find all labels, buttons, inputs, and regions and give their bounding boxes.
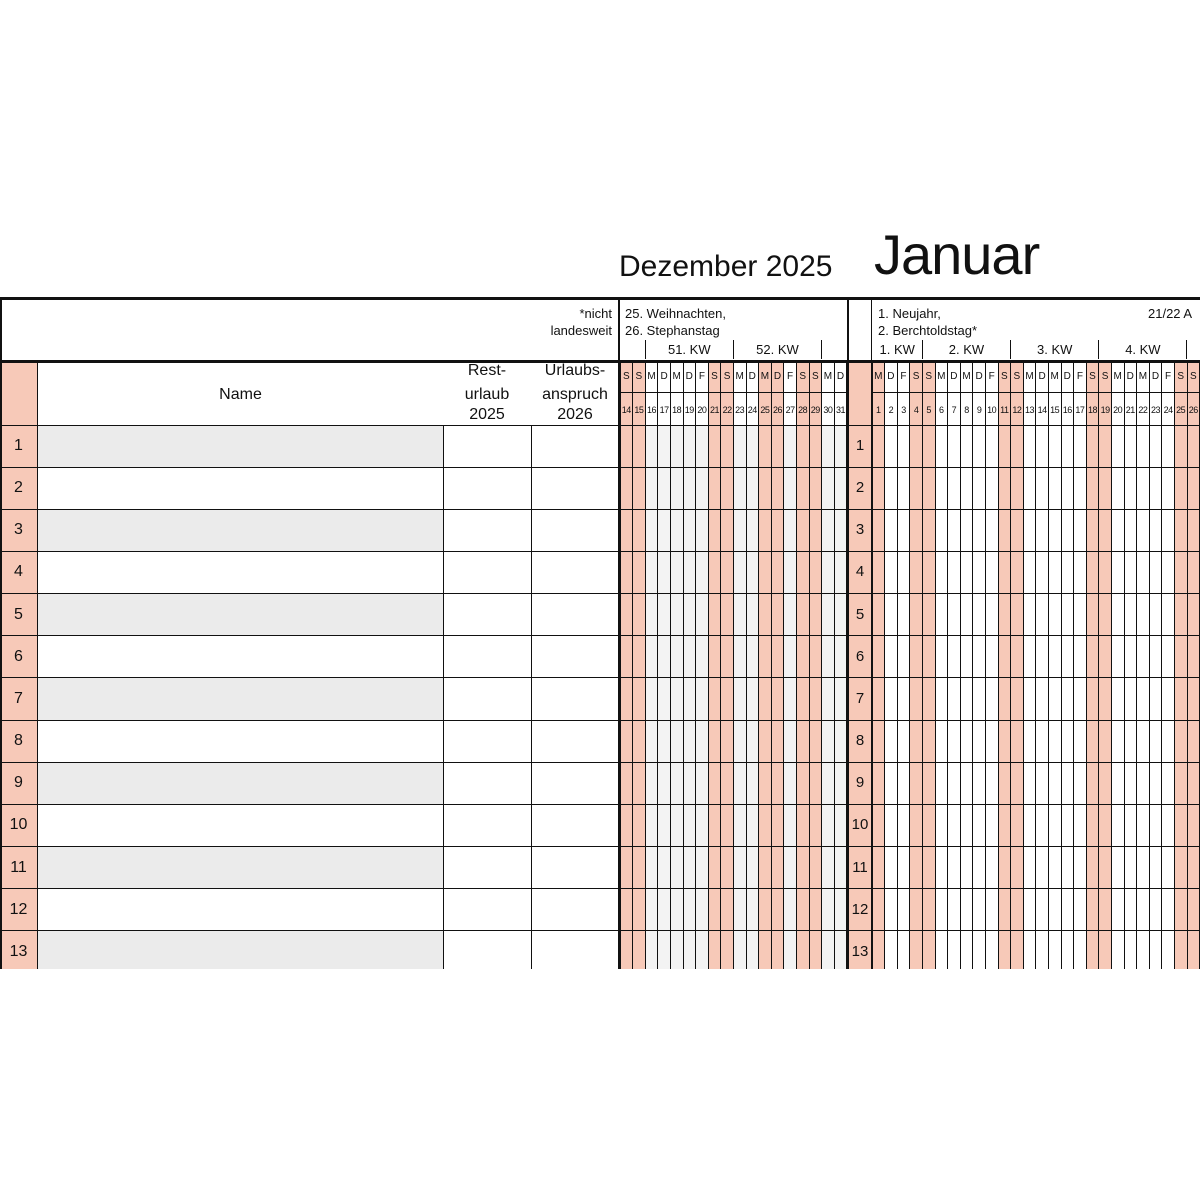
jan-day-letter: D — [1038, 371, 1046, 382]
left-border — [0, 297, 2, 969]
dez-letter-number-divider — [620, 392, 847, 393]
jan-day-letter: S — [1089, 371, 1096, 382]
dez-day-number: 26 — [772, 405, 782, 415]
row-divider — [0, 593, 1200, 594]
dez-day-divider — [746, 362, 747, 969]
jan-day-number: 16 — [1062, 405, 1072, 415]
dez-day-number: 31 — [835, 405, 845, 415]
jan-day-divider — [1010, 362, 1011, 969]
dez-day-divider — [657, 362, 658, 969]
jan-day-number: 10 — [987, 405, 997, 415]
jan-day-letter: S — [1013, 371, 1021, 382]
jan-day-letter: M — [1050, 371, 1059, 382]
row-divider — [0, 551, 1200, 552]
row-number-januar: 3 — [855, 521, 865, 539]
jan-day-divider — [1035, 362, 1036, 969]
dez-day-letter: S — [622, 371, 630, 382]
dez-day-number: 27 — [785, 405, 795, 415]
dez-day-divider — [670, 362, 671, 969]
jan-right-note: 21/22 A — [1148, 306, 1193, 321]
dez-weekend-col — [708, 362, 721, 969]
row-number: 10 — [9, 816, 28, 834]
jan-day-number: 15 — [1050, 405, 1060, 415]
row-number: 7 — [14, 689, 23, 707]
dez-day-divider — [645, 362, 646, 969]
jan-day-number: 8 — [964, 405, 969, 415]
nicht-note-line1: *nicht — [579, 306, 612, 321]
dez-day-letter: S — [799, 371, 807, 382]
row-divider — [0, 804, 1200, 805]
row-divider — [0, 635, 1200, 636]
jan-day-letter: S — [925, 371, 933, 382]
dez-day-divider — [796, 362, 797, 969]
dez-day-letter: D — [660, 371, 668, 382]
dez-day-divider — [708, 362, 709, 969]
dez-day-letter: M — [672, 371, 681, 382]
row-divider — [0, 677, 1200, 678]
jan-day-number: 3 — [901, 405, 906, 415]
jan-day-divider — [1174, 362, 1175, 969]
jan-day-divider — [998, 362, 999, 969]
dez-day-number: 23 — [735, 405, 745, 415]
jan-day-letter: S — [1177, 371, 1185, 382]
row-number: 12 — [9, 900, 28, 918]
row-number-januar: 8 — [855, 732, 865, 750]
row-number-januar: 5 — [855, 605, 865, 623]
dez-day-divider — [683, 362, 684, 969]
jan-weekend-col — [910, 362, 923, 969]
jan-weekend-col — [922, 362, 935, 969]
jan-day-number: 2 — [888, 405, 894, 415]
dez-day-divider — [733, 362, 734, 969]
jan-day-letter: D — [887, 371, 895, 382]
jan-day-divider — [972, 362, 973, 969]
jan-day-number: 26 — [1188, 405, 1198, 415]
name-row-shade — [37, 594, 443, 636]
dez-day-letter: S — [811, 371, 819, 382]
col-divider — [871, 297, 872, 969]
jan-day-divider — [1124, 362, 1125, 969]
jan-day-divider — [922, 362, 923, 969]
jan-day-number: 4 — [913, 405, 919, 415]
name-row-shade — [37, 847, 443, 889]
dez-day-number: 24 — [747, 405, 757, 415]
jan-letter-number-divider — [872, 392, 1200, 393]
row-number-januar: 2 — [855, 479, 865, 497]
row-number: 4 — [14, 563, 23, 581]
row-divider — [0, 720, 1200, 721]
row-number-januar: 6 — [855, 647, 865, 665]
jan-weekend-col — [1011, 362, 1024, 969]
dez-holiday-2: 26. Stephanstag — [625, 323, 720, 338]
dez-day-number: 22 — [722, 405, 732, 415]
dez-day-letter: F — [698, 371, 705, 382]
row-number: 2 — [14, 479, 23, 497]
jan-day-divider — [1061, 362, 1062, 969]
dez-day-divider — [771, 362, 772, 969]
jan-day-letter: M — [1138, 371, 1148, 382]
jan-day-letter: D — [950, 371, 958, 382]
row-divider — [0, 467, 1200, 468]
row-number-januar: 10 — [851, 816, 869, 834]
dez-day-divider — [720, 362, 721, 969]
jan-day-divider — [1086, 362, 1087, 969]
jan-weekend-col — [998, 362, 1011, 969]
dez-day-divider — [834, 362, 835, 969]
jan-week-3: 3. KW — [1036, 342, 1073, 357]
rest-header-line3: 2025 — [469, 406, 505, 423]
dez-day-number: 28 — [798, 405, 808, 415]
jan-week-tick — [1010, 340, 1011, 359]
row-divider — [0, 846, 1200, 847]
jan-week-tick — [1186, 340, 1187, 359]
jan-day-divider — [1136, 362, 1137, 969]
row-number: 8 — [14, 732, 23, 750]
dez-day-number: 18 — [672, 405, 682, 415]
anspruch-header-line1: Urlaubs- — [544, 362, 606, 379]
jan-day-letter: F — [1165, 371, 1172, 382]
dez-weekend-col — [796, 362, 809, 969]
row-divider — [0, 930, 1200, 931]
jan-day-divider — [909, 362, 910, 969]
col-divider — [37, 362, 38, 969]
col-divider — [531, 425, 532, 969]
jan-day-divider — [1048, 362, 1049, 969]
jan-day-letter: M — [1113, 371, 1122, 382]
col-divider-bold — [618, 297, 620, 969]
jan-day-divider — [1073, 362, 1074, 969]
name-row-shade — [37, 678, 443, 720]
jan-day-letter: M — [1025, 371, 1034, 382]
jan-week-tick — [1098, 340, 1099, 359]
anspruch-header-line3: 2026 — [557, 406, 593, 423]
row-number: 11 — [10, 858, 27, 876]
dez-day-letter: D — [773, 371, 782, 382]
dez-weekend-col — [620, 362, 633, 969]
dez-day-number: 14 — [621, 405, 631, 415]
row-number-januar: 12 — [851, 900, 869, 918]
dez-day-letter: M — [735, 371, 744, 382]
januar-title: Januar — [874, 223, 1040, 286]
jan-day-number: 5 — [926, 405, 931, 415]
dez-day-number: 20 — [697, 405, 707, 415]
jan-weekend-col — [1086, 362, 1099, 969]
jan-day-divider — [985, 362, 986, 969]
dez-day-number: 29 — [810, 405, 820, 415]
jan-weekend-col — [1099, 362, 1112, 969]
jan-day-number: 18 — [1087, 405, 1097, 415]
jan-day-divider — [935, 362, 936, 969]
dez-day-letter: S — [711, 371, 718, 382]
jan-day-divider — [947, 362, 948, 969]
row-number: 6 — [14, 647, 23, 665]
dez-weekend-col — [633, 362, 646, 969]
row-number-januar: 1 — [855, 437, 865, 454]
dez-day-letter: M — [647, 371, 656, 382]
name-row-shade — [37, 509, 443, 551]
name-row-shade — [37, 931, 443, 969]
row-number: 13 — [9, 942, 28, 960]
vacation-planner-sheet — [0, 297, 1200, 969]
jan-week-tick — [922, 340, 923, 359]
row-divider — [0, 509, 1200, 510]
jan-week-4: 4. KW — [1125, 342, 1161, 357]
jan-day-number: 20 — [1113, 405, 1123, 415]
dez-day-number: 16 — [646, 405, 656, 415]
dez-day-divider — [809, 362, 810, 969]
dez-day-number: 25 — [760, 405, 770, 415]
row-number: 5 — [14, 605, 23, 623]
jan-day-number: 1 — [876, 405, 881, 415]
name-row-shade — [37, 762, 443, 804]
dez-day-number: 19 — [684, 405, 694, 415]
jan-weekend-col — [1174, 362, 1187, 969]
jan-day-number: 13 — [1024, 405, 1034, 415]
row-number: 3 — [14, 521, 23, 539]
nicht-note-line2: landesweit — [550, 323, 612, 338]
jan-day-letter: D — [1126, 371, 1134, 382]
jan-week-1: 1. KW — [879, 342, 915, 357]
jan-day-letter: D — [1063, 371, 1071, 382]
dez-day-letter: D — [685, 371, 693, 382]
row-divider — [0, 425, 1200, 426]
jan-day-divider — [960, 362, 961, 969]
jan-day-divider — [1161, 362, 1162, 969]
dez-day-number: 17 — [659, 405, 669, 415]
jan-day-number: 24 — [1163, 405, 1173, 415]
dez-day-letter: S — [723, 371, 731, 382]
row-number-januar: 13 — [851, 942, 869, 960]
jan-day-letter: F — [988, 371, 995, 382]
jan-day-letter: F — [900, 371, 907, 382]
jan-day-number: 6 — [939, 405, 944, 415]
jan-day-number: 14 — [1037, 405, 1047, 415]
jan-day-letter: M — [962, 371, 971, 382]
jan-day-number: 17 — [1075, 405, 1085, 415]
row-number: 9 — [14, 774, 23, 792]
jan-day-divider — [884, 362, 885, 969]
dez-day-letter: F — [787, 371, 794, 382]
dez-weekend-col — [809, 362, 822, 969]
header-border — [0, 360, 1200, 363]
jan-day-number: 23 — [1150, 405, 1160, 415]
jan-day-letter: D — [1151, 371, 1160, 382]
jan-holiday-1: 1. Neujahr, — [878, 306, 941, 321]
row-divider — [0, 888, 1200, 889]
dez-week-tick — [733, 340, 734, 359]
jan-day-number: 21 — [1125, 405, 1135, 415]
jan-day-letter: S — [1189, 371, 1197, 382]
jan-weekend-col — [872, 362, 885, 969]
rest-header-line1: Rest- — [467, 362, 507, 379]
jan-day-divider — [1187, 362, 1188, 969]
dez-day-number: 21 — [709, 405, 719, 415]
jan-day-divider — [1111, 362, 1112, 969]
dez-day-letter: D — [836, 371, 845, 382]
jan-day-letter: S — [1101, 371, 1109, 382]
dez-day-letter: M — [823, 371, 833, 382]
jan-day-number: 7 — [951, 405, 957, 415]
row-number-januar: 9 — [855, 774, 865, 792]
top-border — [0, 297, 1200, 300]
row-number: 1 — [14, 437, 23, 454]
dez-day-divider — [632, 362, 633, 969]
name-row-shade — [37, 425, 443, 467]
dezember-title: Dezember 2025 — [619, 250, 833, 283]
dez-weekend-col — [771, 362, 784, 969]
row-number-januar: 7 — [855, 689, 865, 707]
jan-day-letter: M — [874, 371, 883, 382]
dez-weekend-col — [721, 362, 734, 969]
dez-week-51: 51. KW — [667, 342, 711, 357]
month-divider-bold — [847, 297, 849, 969]
jan-day-letter: F — [1076, 371, 1083, 382]
jan-day-number: 9 — [976, 405, 982, 415]
row-number-januar: 4 — [855, 563, 865, 581]
jan-day-letter: S — [1000, 371, 1008, 382]
jan-week-2: 2. KW — [948, 342, 985, 357]
jan-day-number: 25 — [1176, 405, 1186, 415]
jan-day-divider — [1149, 362, 1150, 969]
jan-day-divider — [1023, 362, 1024, 969]
dez-day-divider — [783, 362, 784, 969]
dez-holiday-1: 25. Weihnachten, — [625, 306, 726, 321]
row-divider — [0, 762, 1200, 763]
jan-day-number: 12 — [1012, 405, 1022, 415]
jan-day-number: 19 — [1100, 405, 1110, 415]
dez-day-number: 15 — [634, 405, 644, 415]
jan-day-number: 11 — [1000, 405, 1009, 415]
dez-day-letter: M — [760, 371, 770, 382]
jan-day-letter: D — [975, 371, 983, 382]
jan-day-letter: M — [937, 371, 946, 382]
dez-day-divider — [821, 362, 822, 969]
rest-header-line2: urlaub — [464, 386, 510, 403]
dez-day-divider — [758, 362, 759, 969]
dez-week-tick — [821, 340, 822, 359]
jan-day-divider — [872, 362, 873, 969]
jan-day-divider — [897, 362, 898, 969]
dez-weekend-col — [759, 362, 772, 969]
jan-day-letter: S — [912, 371, 920, 382]
anspruch-header-line2: anspruch — [542, 386, 608, 403]
jan-day-divider — [1098, 362, 1099, 969]
col-divider — [443, 425, 444, 969]
jan-weekend-col — [1187, 362, 1200, 969]
dez-week-tick — [645, 340, 646, 359]
dez-day-letter: D — [748, 371, 756, 382]
jan-holiday-2: 2. Berchtoldstag* — [878, 323, 978, 338]
dez-day-number: 30 — [823, 405, 833, 415]
dez-day-letter: S — [635, 371, 643, 382]
dez-day-divider — [695, 362, 696, 969]
name-column-header: Name — [219, 386, 262, 403]
dez-week-52: 52. KW — [756, 342, 799, 357]
jan-day-number: 22 — [1138, 405, 1148, 415]
row-number-januar: 11 — [852, 858, 868, 876]
